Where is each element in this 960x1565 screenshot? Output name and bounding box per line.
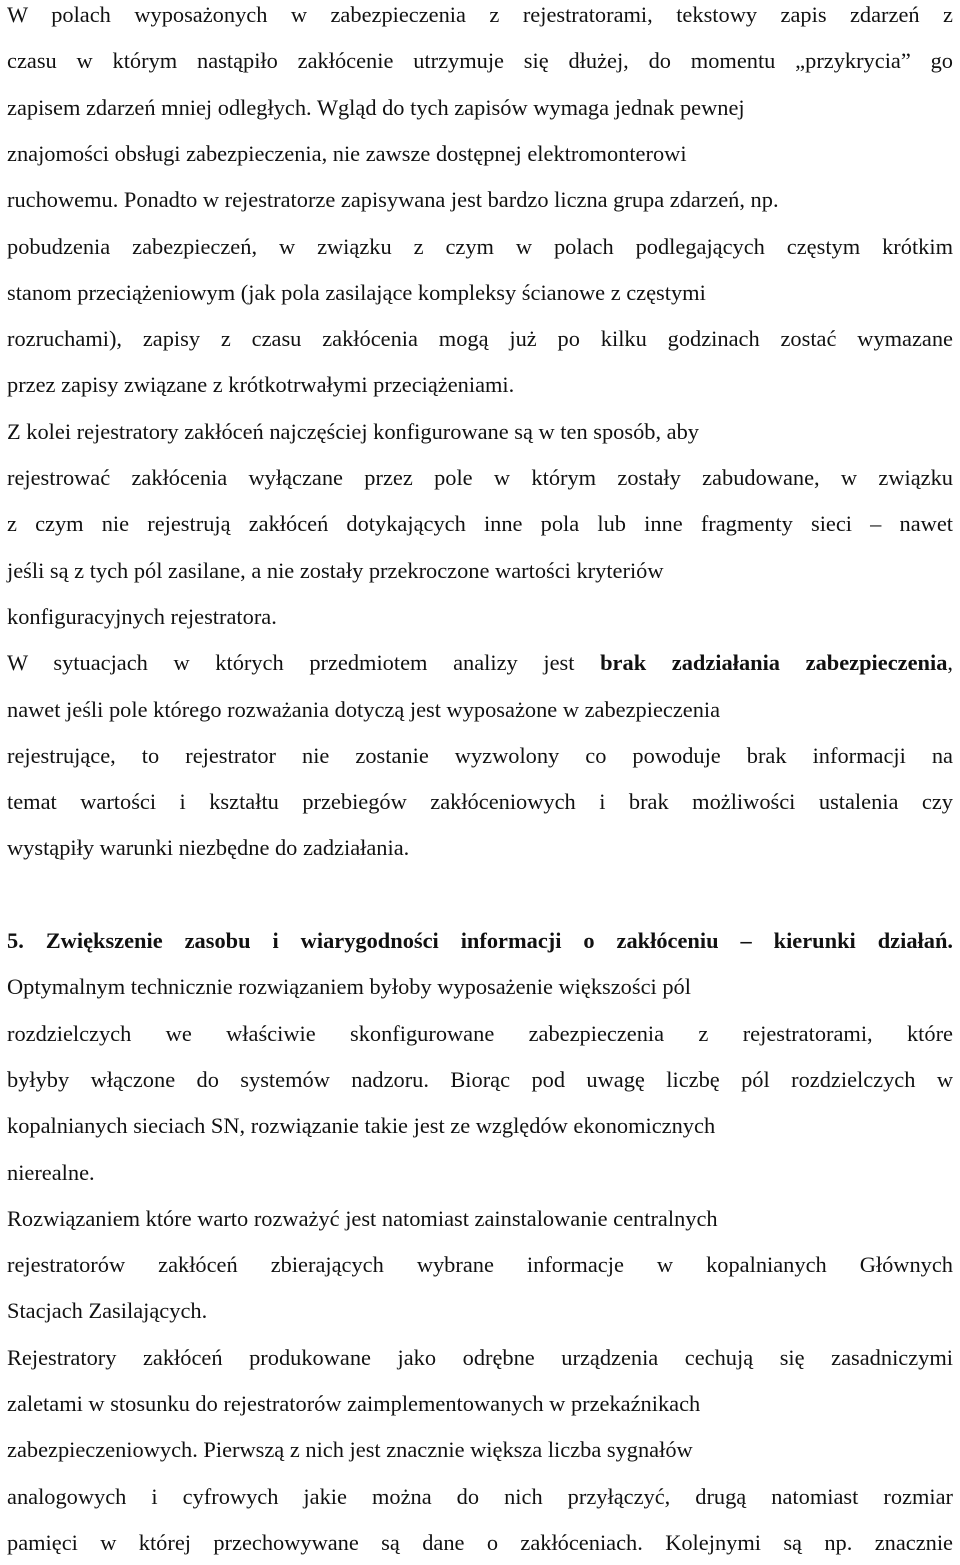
paragraph-line: W polach wyposażonych w zabezpieczenia z rejestratorami, tekstowy zapis zdarzeń z: [7, 2, 953, 27]
paragraph-line: z czym nie rejestrują zakłóceń dotykających inne pola lub inne fragmenty sieci – nawet: [7, 511, 953, 537]
paragraph-line: rozdzielczych we właściwie skonfigurowane zabezpieczenia z rejestratorami, które: [7, 1020, 953, 1046]
paragraph-line: ruchowemu. Ponadto w rejestratorze zapisywana jest bardzo liczna grupa zdarzeń, np.: [7, 187, 779, 213]
text-run: ,: [947, 650, 954, 676]
paragraph-line: rejestratorów zakłóceń zbierających wybrane informacje w kopalnianych Głównych: [7, 1252, 953, 1278]
paragraph-line: przez zapisy związane z krótkotrwałymi przeciążeniami.: [7, 372, 515, 398]
paragraph-line: analogowych i cyfrowych jakie można do nich przyłączyć, drugą natomiast rozmiar: [7, 1483, 953, 1509]
paragraph-line: nawet jeśli pole którego rozważania dotyczą jest wyposażone w zabezpieczenia: [7, 696, 721, 722]
paragraph-line: zaletami w stosunku do rejestratorów zaimplementowanych w przekaźnikach: [7, 1391, 701, 1416]
paragraph-line: zapisem zdarzeń mniej odległych. Wgląd do tych zapisów wymaga jednak pewnej: [7, 94, 745, 120]
paragraph-line: byłyby włączone do systemów nadzoru. Biorąc pod uwagę liczbę pól rozdzielczych w: [7, 1066, 953, 1092]
paragraph-line: Rozwiązaniem które warto rozważyć jest natomiast zainstalowanie centralnych: [7, 1205, 718, 1231]
paragraph-line: nierealne.: [7, 1159, 95, 1185]
paragraph-line: znajomości obsługi zabezpieczenia, nie zawsze dostępnej elektromonterowi: [7, 140, 687, 166]
paragraph-line: pamięci w której przechowywane są dane o zakłóceniach. Kolejnymi są np. znacznie: [7, 1529, 953, 1555]
bold-emphasis: brak zadziałania zabezpieczenia: [600, 650, 948, 676]
section-heading: 5. Zwiększenie zasobu i wiarygodności informacji o zakłóceniu – kierunki działań.: [7, 928, 953, 953]
paragraph-line: stanom przeciążeniowym (jak pola zasilające kompleksy ścianowe z częstymi: [7, 279, 706, 305]
paragraph-line: Optymalnym technicznie rozwiązaniem byłoby wyposażenie większości pól: [7, 974, 691, 1000]
paragraph-line: temat wartości i kształtu przebiegów zakłóceniowych i brak możliwości ustalenia czy: [7, 789, 953, 815]
paragraph-line: [7, 640, 953, 686]
paragraph-line: rejestrujące, to rejestrator nie zostanie wyzwolony co powoduje brak informacji na: [7, 742, 953, 768]
paragraph-line: Stacjach Zasilających.: [7, 1298, 208, 1324]
paragraph-line: konfiguracyjnych rejestratora.: [7, 603, 277, 629]
paragraph-line: rozruchami), zapisy z czasu zakłócenia mogą już po kilku godzinach zostać wymazane: [7, 326, 953, 352]
paragraph-line: kopalnianych sieciach SN, rozwiązanie takie jest ze względów ekonomicznych: [7, 1113, 716, 1139]
paragraph-line: czasu w którym nastąpiło zakłócenie utrzymuje się dłużej, do momentu „przykrycia” go: [7, 48, 953, 74]
paragraph-line: Z kolei rejestratory zakłóceń najczęściej konfigurowane są w ten sposób, aby: [7, 418, 699, 444]
paragraph-line: wystąpiły warunki niezbędne do zadziałania.: [7, 835, 410, 861]
paragraph-line: jeśli są z tych pól zasilane, a nie zostały przekroczone wartości kryteriów: [7, 557, 664, 583]
paragraph-line: rejestrować zakłócenia wyłączane przez pole w którym zostały zabudowane, w związku: [7, 465, 953, 490]
text-run: W sytuacjach w których przedmiotem analizy jest: [7, 650, 601, 676]
paragraph-line: pobudzenia zabezpieczeń, w związku z czym w polach podlegających częstym krótkim: [7, 233, 953, 259]
paragraph-line: zabezpieczeniowych. Pierwszą z nich jest znacznie większa liczba sygnałów: [7, 1437, 693, 1463]
paragraph-line: Rejestratory zakłóceń produkowane jako odrębne urządzenia cechują się zasadniczymi: [7, 1344, 953, 1370]
